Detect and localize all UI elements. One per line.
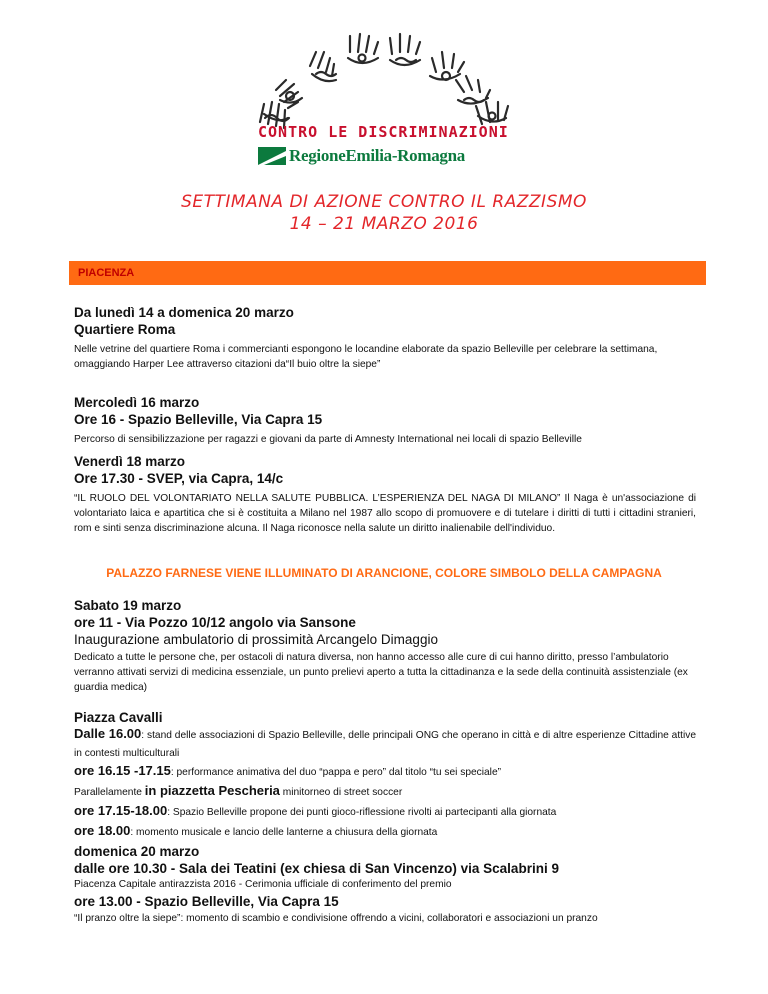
event-description: Nelle vetrine del quartiere Roma i commercianti espongono le locandine elaborate da spazio Belleville per celebrare la settimana, omaggiando Harper Lee attraverso citazioni da“Il buio oltre la siepe”: [74, 344, 658, 370]
region-logo: [258, 146, 465, 166]
sunday-date: domenica 20 marzo: [74, 844, 200, 859]
cavalli-block: [74, 709, 696, 842]
cavalli-item-text: minitorneo di street soccer: [279, 787, 403, 798]
cavalli-item-place: in piazzetta Pescheria: [144, 783, 280, 798]
headline-line-1: SETTIMANA DI AZIONE CONTRO IL RAZZISMO: [181, 192, 587, 212]
highlight-notice: PALAZZO FARNESE VIENE ILLUMINATO DI ARANCIONE, COLORE SIMBOLO DELLA CAMPAGNA: [106, 566, 662, 580]
cavalli-item-time: ore 18.00: [74, 823, 131, 838]
sunday-description-2: “Il pranzo oltre la siepe”: momento di scambio e condivisione offrendo a vicini, collaboratori e associazioni un pranzo: [74, 913, 598, 924]
sunday-description: Piacenza Capitale antirazzista 2016 - Cerimonia ufficiale di conferimento del premio: [74, 879, 452, 890]
cavalli-item-time: ore 17.15-18.00: [74, 803, 168, 818]
cavalli-item: [74, 762, 696, 782]
saturday-block: [74, 597, 696, 695]
cavalli-item-text: : momento musicale e lancio delle lanterne a chiusura della giornata: [130, 827, 438, 838]
event-description: “IL RUOLO DEL VOLONTARIATO NELLA SALUTE PUBBLICA. L’ESPERIENZA DEL NAGA DI MILANO” Il Naga è un'associazione di volontariato laica e apartitica che si è costituita a Milano nel 1987 allo scopo di promuovere e di tutelare i diritti di tutti i cittadini stranieri, rom e sinti senza discriminazione alcuna. Il Naga riconosce nella salute un diritto inalienabile dell'individuo.: [74, 493, 696, 534]
city-section-bar: [69, 261, 706, 285]
event-block: [74, 304, 696, 372]
cavalli-place: Piazza Cavalli: [74, 710, 163, 725]
event-block: [74, 394, 696, 447]
headline-line-2: 14 – 21 MARZO 2016: [289, 214, 479, 234]
saturday-description: Dedicato a tutte le persone che, per ostacoli di natura diversa, non hanno accesso alle cure di cui hanno diritto, presso l’ambulatorio verranno attivati servizi di medicina essenziale, un punto prelievi aperto a tutta la cittadinanza e la sede della continuità assistenziale (ex guardia medica): [74, 652, 688, 693]
city-label: PIACENZA: [78, 267, 135, 279]
event-place: Ore 16 - Spazio Belleville, Via Capra 15: [74, 412, 323, 427]
cavalli-item-time: ore 16.15 -17.15: [74, 763, 171, 778]
sunday-block: [74, 843, 696, 926]
cavalli-item: [74, 726, 696, 762]
event-block: [74, 453, 696, 536]
cavalli-item: [74, 822, 696, 842]
sunday-time-place-2: ore 13.00 - Spazio Belleville, Via Capra 15: [74, 894, 339, 909]
saturday-date: Sabato 19 marzo: [74, 598, 182, 613]
event-date: Mercoledì 16 marzo: [74, 395, 200, 410]
region-flag-icon: [258, 147, 286, 165]
cavalli-item-text: : stand delle associazioni di Spazio Belleville, delle principali ONG che operano in città e di altre esperienze Cittadine attive in contesti multiculturali: [74, 730, 696, 759]
sunday-time-place: dalle ore 10.30 - Sala dei Teatini (ex chiesa di San Vincenzo) via Scalabrini 9: [74, 861, 559, 876]
hands-arch-icon: [250, 30, 510, 130]
cavalli-item-text: : performance animativa del duo “pappa e pero” dal titolo “tu sei speciale”: [170, 767, 502, 778]
event-place: Ore 17.30 - SVEP, via Capra, 14/c: [74, 471, 284, 486]
cavalli-item-prefix: Parallelamente: [74, 787, 145, 798]
cavalli-item: [74, 782, 696, 802]
event-date: Venerdì 18 marzo: [74, 454, 186, 469]
event-description: Percorso di sensibilizzazione per ragazzi e giovani da parte di Amnesty International nei locali di spazio Belleville: [74, 434, 582, 445]
cavalli-item-time: Dalle 16.00: [74, 726, 142, 741]
saturday-time-place: ore 11 - Via Pozzo 10/12 angolo via Sansone: [74, 615, 356, 630]
saturday-title: Inaugurazione ambulatorio di prossimità Arcangelo Dimaggio: [74, 632, 438, 647]
logo-title: CONTRO LE DISCRIMINAZIONI: [258, 123, 509, 141]
region-name: RegioneEmilia-Romagna: [289, 146, 465, 165]
cavalli-item-text: : Spazio Belleville propone dei punti gioco-riflessione rivolti ai partecipanti alla giornata: [167, 807, 557, 818]
event-place: Quartiere Roma: [74, 322, 176, 337]
cavalli-item: [74, 802, 696, 822]
event-date: Da lunedì 14 a domenica 20 marzo: [74, 305, 294, 320]
